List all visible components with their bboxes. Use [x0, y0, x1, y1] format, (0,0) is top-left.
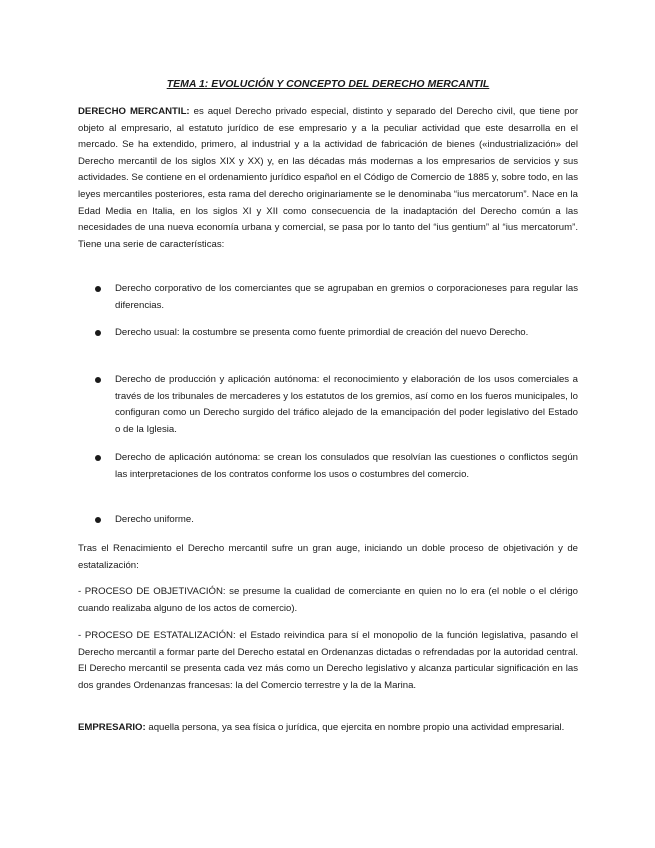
empresario-term: EMPRESARIO:: [78, 722, 146, 733]
estatalizacion-paragraph: - PROCESO DE ESTATALIZACIÓN: el Estado reivindica para sí el monopolio de la función legislativa, pasando el Derecho mercantil a formar parte del Derecho estatal en Ordenanzas dictadas o refrendadas por la autoridad central. El Derecho mercantil se presenta cada vez más como un Derecho legislativo y alcanza particular significación en las dos grandes Ordenanzas francesas: la del Comercio terrestre y la de la Marina.: [78, 630, 578, 691]
empresario-paragraph: [78, 720, 578, 737]
intro-paragraph: [78, 104, 578, 253]
intro-text: es aquel Derecho privado especial, distinto y separado del Derecho civil, que tiene por objeto al empresario, al estatuto jurídico de ese empresario y a la peculiar actividad que este desarrolla en el mercado. Se ha extendido, primero, al industrial y a la actividad de fabricación de bienes («industrialización» del Derecho mercantil de los siglos XIX y XX) y, en las décadas más modernas a los empresarios de servicios y sus actividades. Se contiene en el ordenamiento jurídico español en el Código de Comercio de 1885 y, sobre todo, en las leyes mercantiles posteriores, esta rama del derecho originariamente se le denominaba “ius mercatorum”. Nace en la Edad Media en Italia, en los siglos XI y XII como consecuencia de la inadaptación del Derecho común a las necesidades de una nueva economía urbana y comercial, se pasa por lo tanto del “ius gentium” al “ius mercatorum”. Tiene una serie de características:: [78, 106, 579, 250]
bullet-dot: [95, 377, 101, 383]
bullet-item: Derecho uniforme.: [115, 514, 194, 525]
bullet-dot: [95, 286, 101, 292]
renacimiento-paragraph: Tras el Renacimiento el Derecho mercantil sufre un gran auge, iniciando un doble proceso de objetivación y de estatalización:: [78, 543, 578, 571]
bullet-dot: [95, 455, 101, 461]
bullet-item: Derecho corporativo de los comerciantes que se agrupaban en gremios o corporacioneses para regular las diferencias.: [115, 283, 578, 311]
empresario-text: aquella persona, ya sea física o jurídica, que ejercita en nombre propio una actividad empresarial.: [145, 722, 565, 733]
bullet-item: Derecho usual: la costumbre se presenta como fuente primordial de creación del nuevo Derecho.: [115, 327, 529, 338]
bullet-item: Derecho de aplicación autónoma: se crean los consulados que resolvían las cuestiones o conflictos según las interpretaciones de los contratos conforme los usos o costumbres del comercio.: [115, 452, 578, 480]
intro-term: DERECHO MERCANTIL:: [78, 106, 190, 117]
objetivacion-paragraph: - PROCESO DE OBJETIVACIÓN: se presume la cualidad de comerciante en quien no lo era (el noble o el clérigo cuando realizaba alguno de los actos de comercio).: [78, 586, 578, 614]
bullet-item: Derecho de producción y aplicación autónoma: el reconocimiento y elaboración de los usos comerciales a través de los tribunales de mercaderes y los estatutos de los gremios, así como en los fueros municipales, lo configuran como un Derecho surgido del tráfico alejado de la emancipación del poder legislativo del Estado o de la Iglesia.: [115, 374, 578, 435]
bullet-dot: [95, 330, 101, 336]
page-title: TEMA 1: EVOLUCIÓN Y CONCEPTO DEL DERECHO MERCANTIL: [166, 78, 490, 90]
bullet-dot: [95, 517, 101, 523]
